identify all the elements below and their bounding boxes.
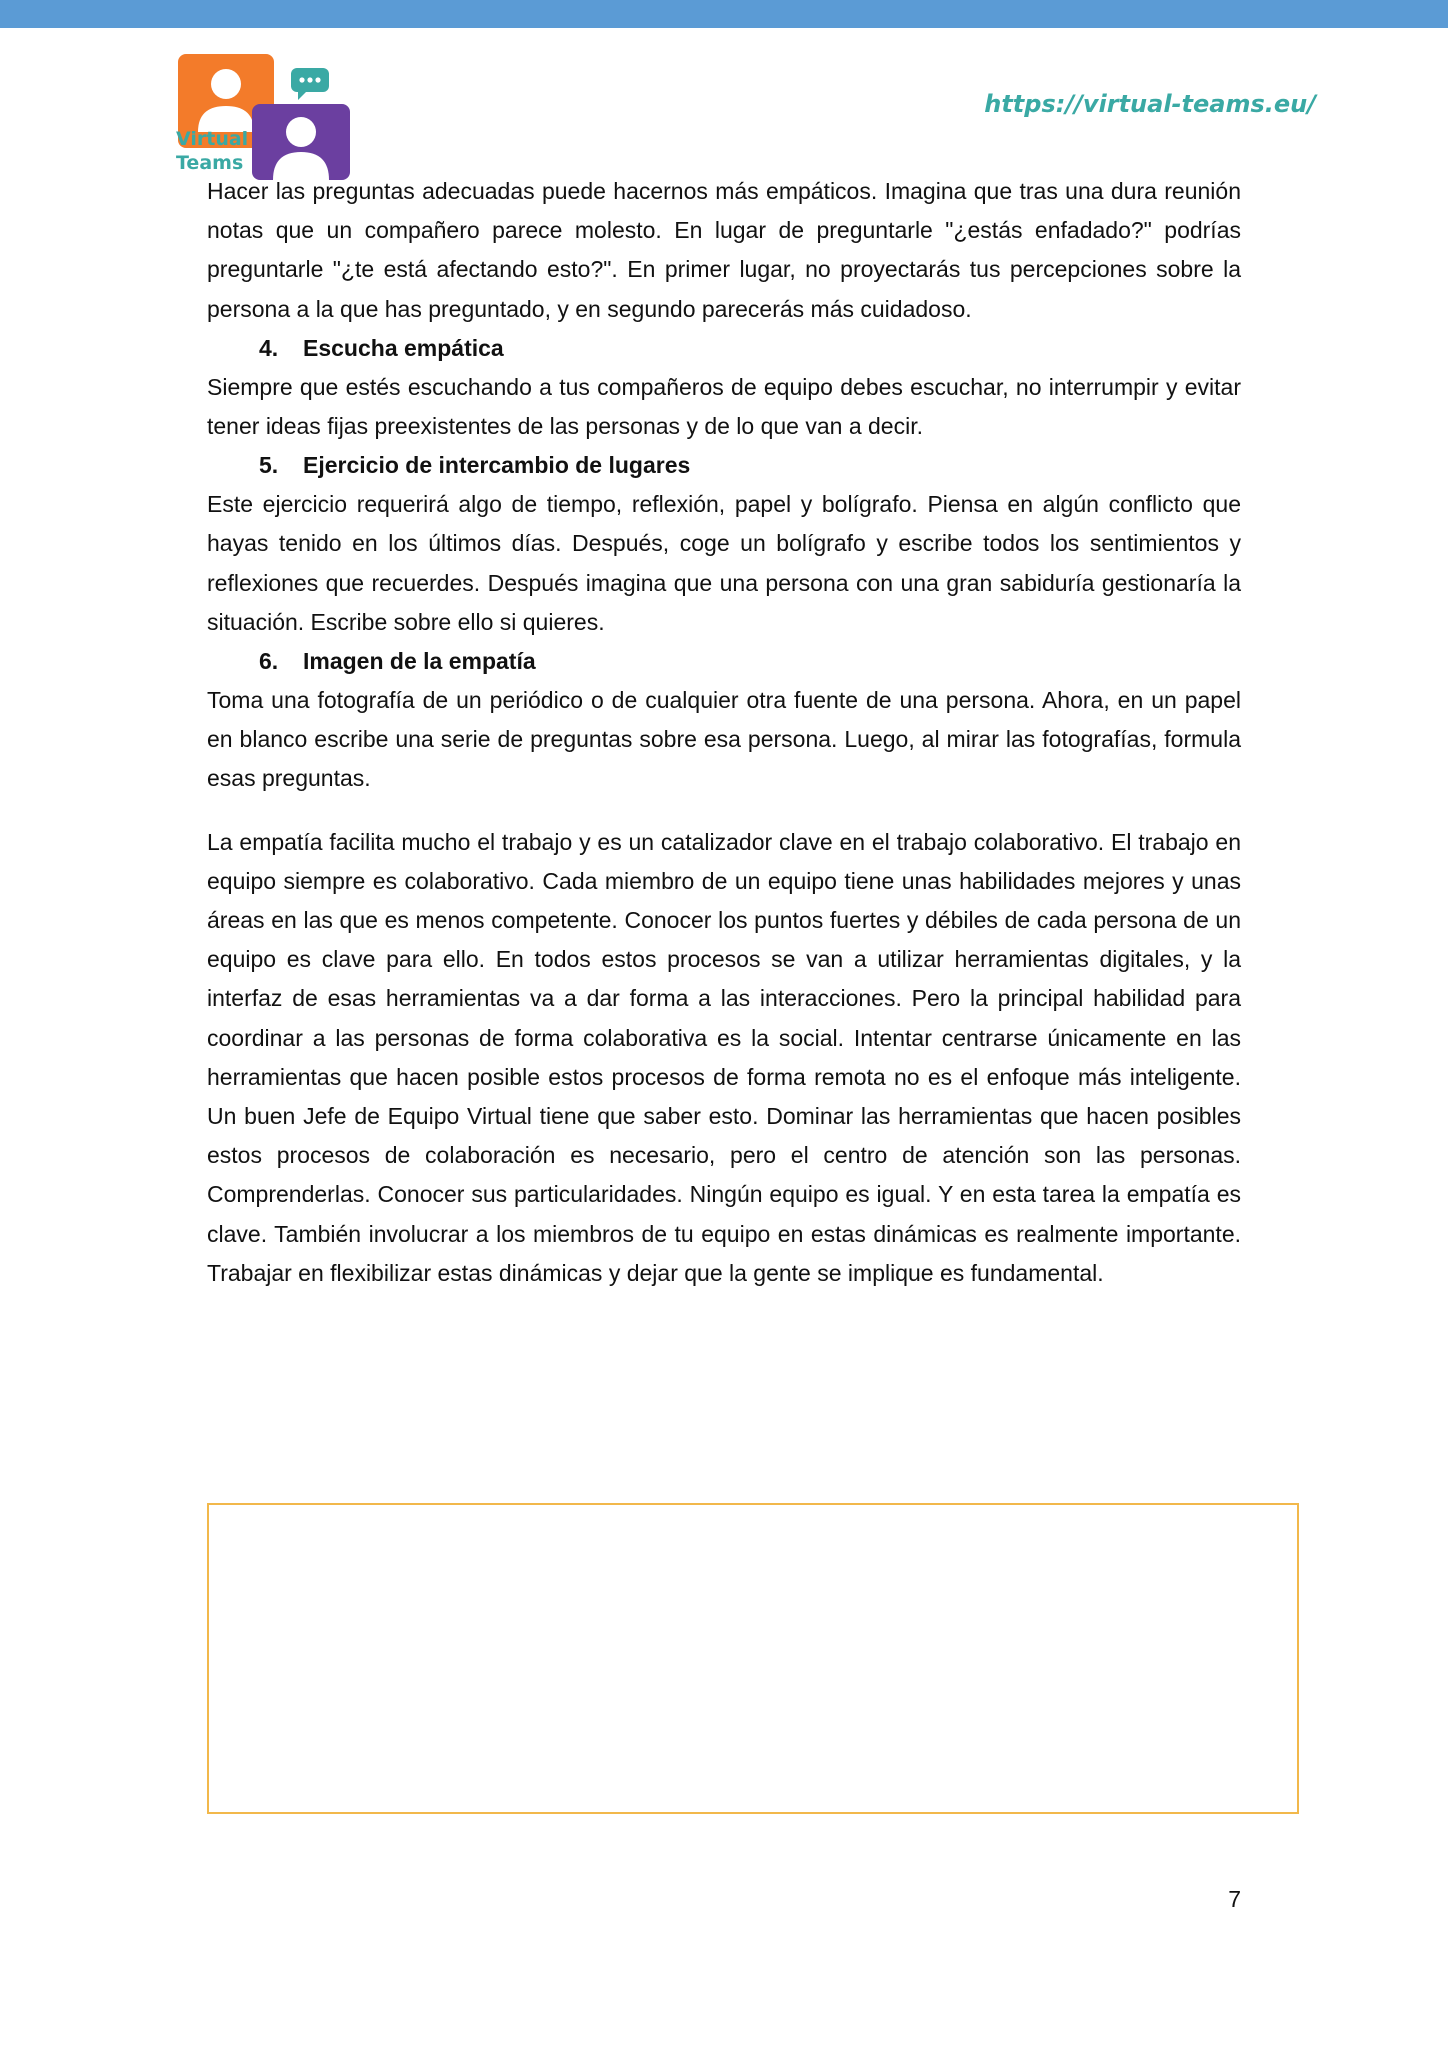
section-heading-6 — [207, 642, 1241, 681]
section-title: Ejercicio de intercambio de lugares — [303, 452, 691, 479]
section-number: 4. — [259, 334, 279, 361]
section-text-5: Este ejercicio requerirá algo de tiempo, reflexión, papel y bolígrafo. Piensa en algún conflicto que hayas tenido en los últimos días. Después, coge un bolígrafo y escribe todos los sentimientos y reflexiones que recuerdes. Después imagina que una persona con una gran sabiduría gestionaría la situación. Escribe sobre ello si quieres. — [207, 491, 1241, 635]
section-text-4: Siempre que estés escuchando a tus compañeros de equipo debes escuchar, no interrumpir y evitar tener ideas fijas preexistentes de las personas y de lo que van a decir. — [207, 373, 1241, 440]
document-body — [207, 172, 1241, 1293]
closing-paragraph: La empatía facilita mucho el trabajo y es un catalizador clave en el trabajo colaborativo. El trabajo en equipo siempre es colaborativo. Cada miembro de un equipo tiene unas habilidades mejores y unas áreas en las que es menos competente. Conocer los puntos fuertes y débiles de cada persona de un equipo es clave para ello. En todos estos procesos se van a utilizar herramientas digitales, y la interfaz de esas herramientas va a dar forma a las interacciones. Pero la principal habilidad para coordinar a las personas de forma colaborativa es la social. Intentar centrarse únicamente en las herramientas que hacen posible estos procesos de forma remota no es el enfoque más inteligente. Un buen Jefe de Equipo Virtual tiene que saber esto. Dominar las herramientas que hacen posibles estos procesos de colaboración es necesario, pero el centro de atención son las personas. Comprenderlas. Conocer sus particularidades. Ningún equipo es igual. Y en esta tarea la empatía es clave. También involucrar a los miembros de tu equipo en estas dinámicas es realmente importante. Trabajar en flexibilizar estas dinámicas y dejar que la gente se implique es fundamental. — [207, 828, 1241, 1286]
empty-frame-box — [207, 1503, 1299, 1814]
section-title: Escucha empática — [303, 334, 504, 361]
section-title: Imagen de la empatía — [303, 648, 536, 675]
section-number: 6. — [259, 648, 279, 675]
paragraph-gap — [207, 799, 1241, 823]
logo-text-virtual: Virtual — [176, 128, 249, 150]
top-bar — [0, 0, 1448, 28]
section-number: 5. — [259, 452, 279, 479]
virtual-teams-logo — [176, 52, 352, 180]
section-heading-5 — [207, 446, 1241, 485]
site-url[interactable]: https://virtual-teams.eu/ — [984, 90, 1316, 118]
intro-paragraph: Hacer las preguntas adecuadas puede hacernos más empáticos. Imagina que tras una dura reunión notas que un compañero parece molesto. En lugar de preguntarle "¿estás enfadado?" podrías preguntarle "¿te está afectando esto?". En primer lugar, no proyectarás tus percepciones sobre la persona a la que has preguntado, y en segundo parecerás más cuidadoso. — [207, 178, 1241, 322]
section-heading-4 — [207, 329, 1241, 368]
page-number: 7 — [1228, 1886, 1241, 1912]
logo-text-teams: Teams — [176, 152, 244, 174]
section-text-6: Toma una fotografía de un periódico o de cualquier otra fuente de una persona. Ahora, en un papel en blanco escribe una serie de preguntas sobre esa persona. Luego, al mirar las fotografías, formula esas preguntas. — [207, 687, 1241, 792]
